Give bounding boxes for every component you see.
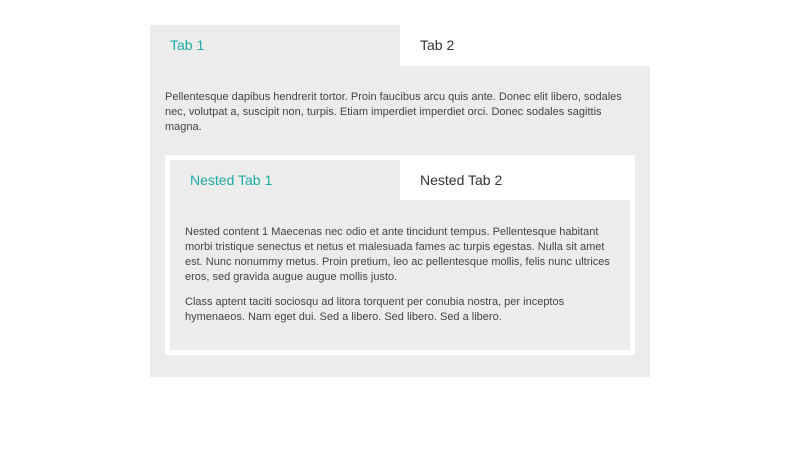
tab-1-panel (150, 66, 650, 377)
nested-tab-2[interactable]: Nested Tab 2 (400, 160, 630, 200)
nested-tab-1-panel (170, 200, 630, 350)
outer-tabs (150, 25, 650, 377)
tab-1-intro-text: Pellentesque dapibus hendrerit tortor. Proin faucibus arcu quis ante. Donec elit libero, sodales nec, volutpat a, suscipit non, turpis. Etiam imperdiet imperdiet orci. Donec sodales sagittis magna. (165, 91, 622, 133)
outer-tab-bar (150, 25, 650, 66)
nested-tabs (165, 155, 635, 355)
tab-1[interactable]: Tab 1 (150, 25, 400, 66)
nested-paragraph-2: Class aptent taciti sociosqu ad litora torquent per conubia nostra, per inceptos hymenaeos. Nam eget dui. Sed a libero. Sed libero. Sed a libero. (185, 296, 565, 323)
nested-tab-bar (170, 160, 630, 200)
nested-tab-1[interactable]: Nested Tab 1 (170, 160, 400, 200)
nested-paragraph-1: Nested content 1 Maecenas nec odio et ante tincidunt tempus. Pellentesque habitant morbi tristique senectus et netus et malesuada fames ac turpis egestas. Nulla sit amet est. Nunc nonummy metus. Proin pretium, leo ac pellentesque mollis, felis nunc ultrices eros, sed gravida augue augue mollis justo. (185, 226, 610, 283)
tab-2[interactable]: Tab 2 (400, 25, 650, 66)
